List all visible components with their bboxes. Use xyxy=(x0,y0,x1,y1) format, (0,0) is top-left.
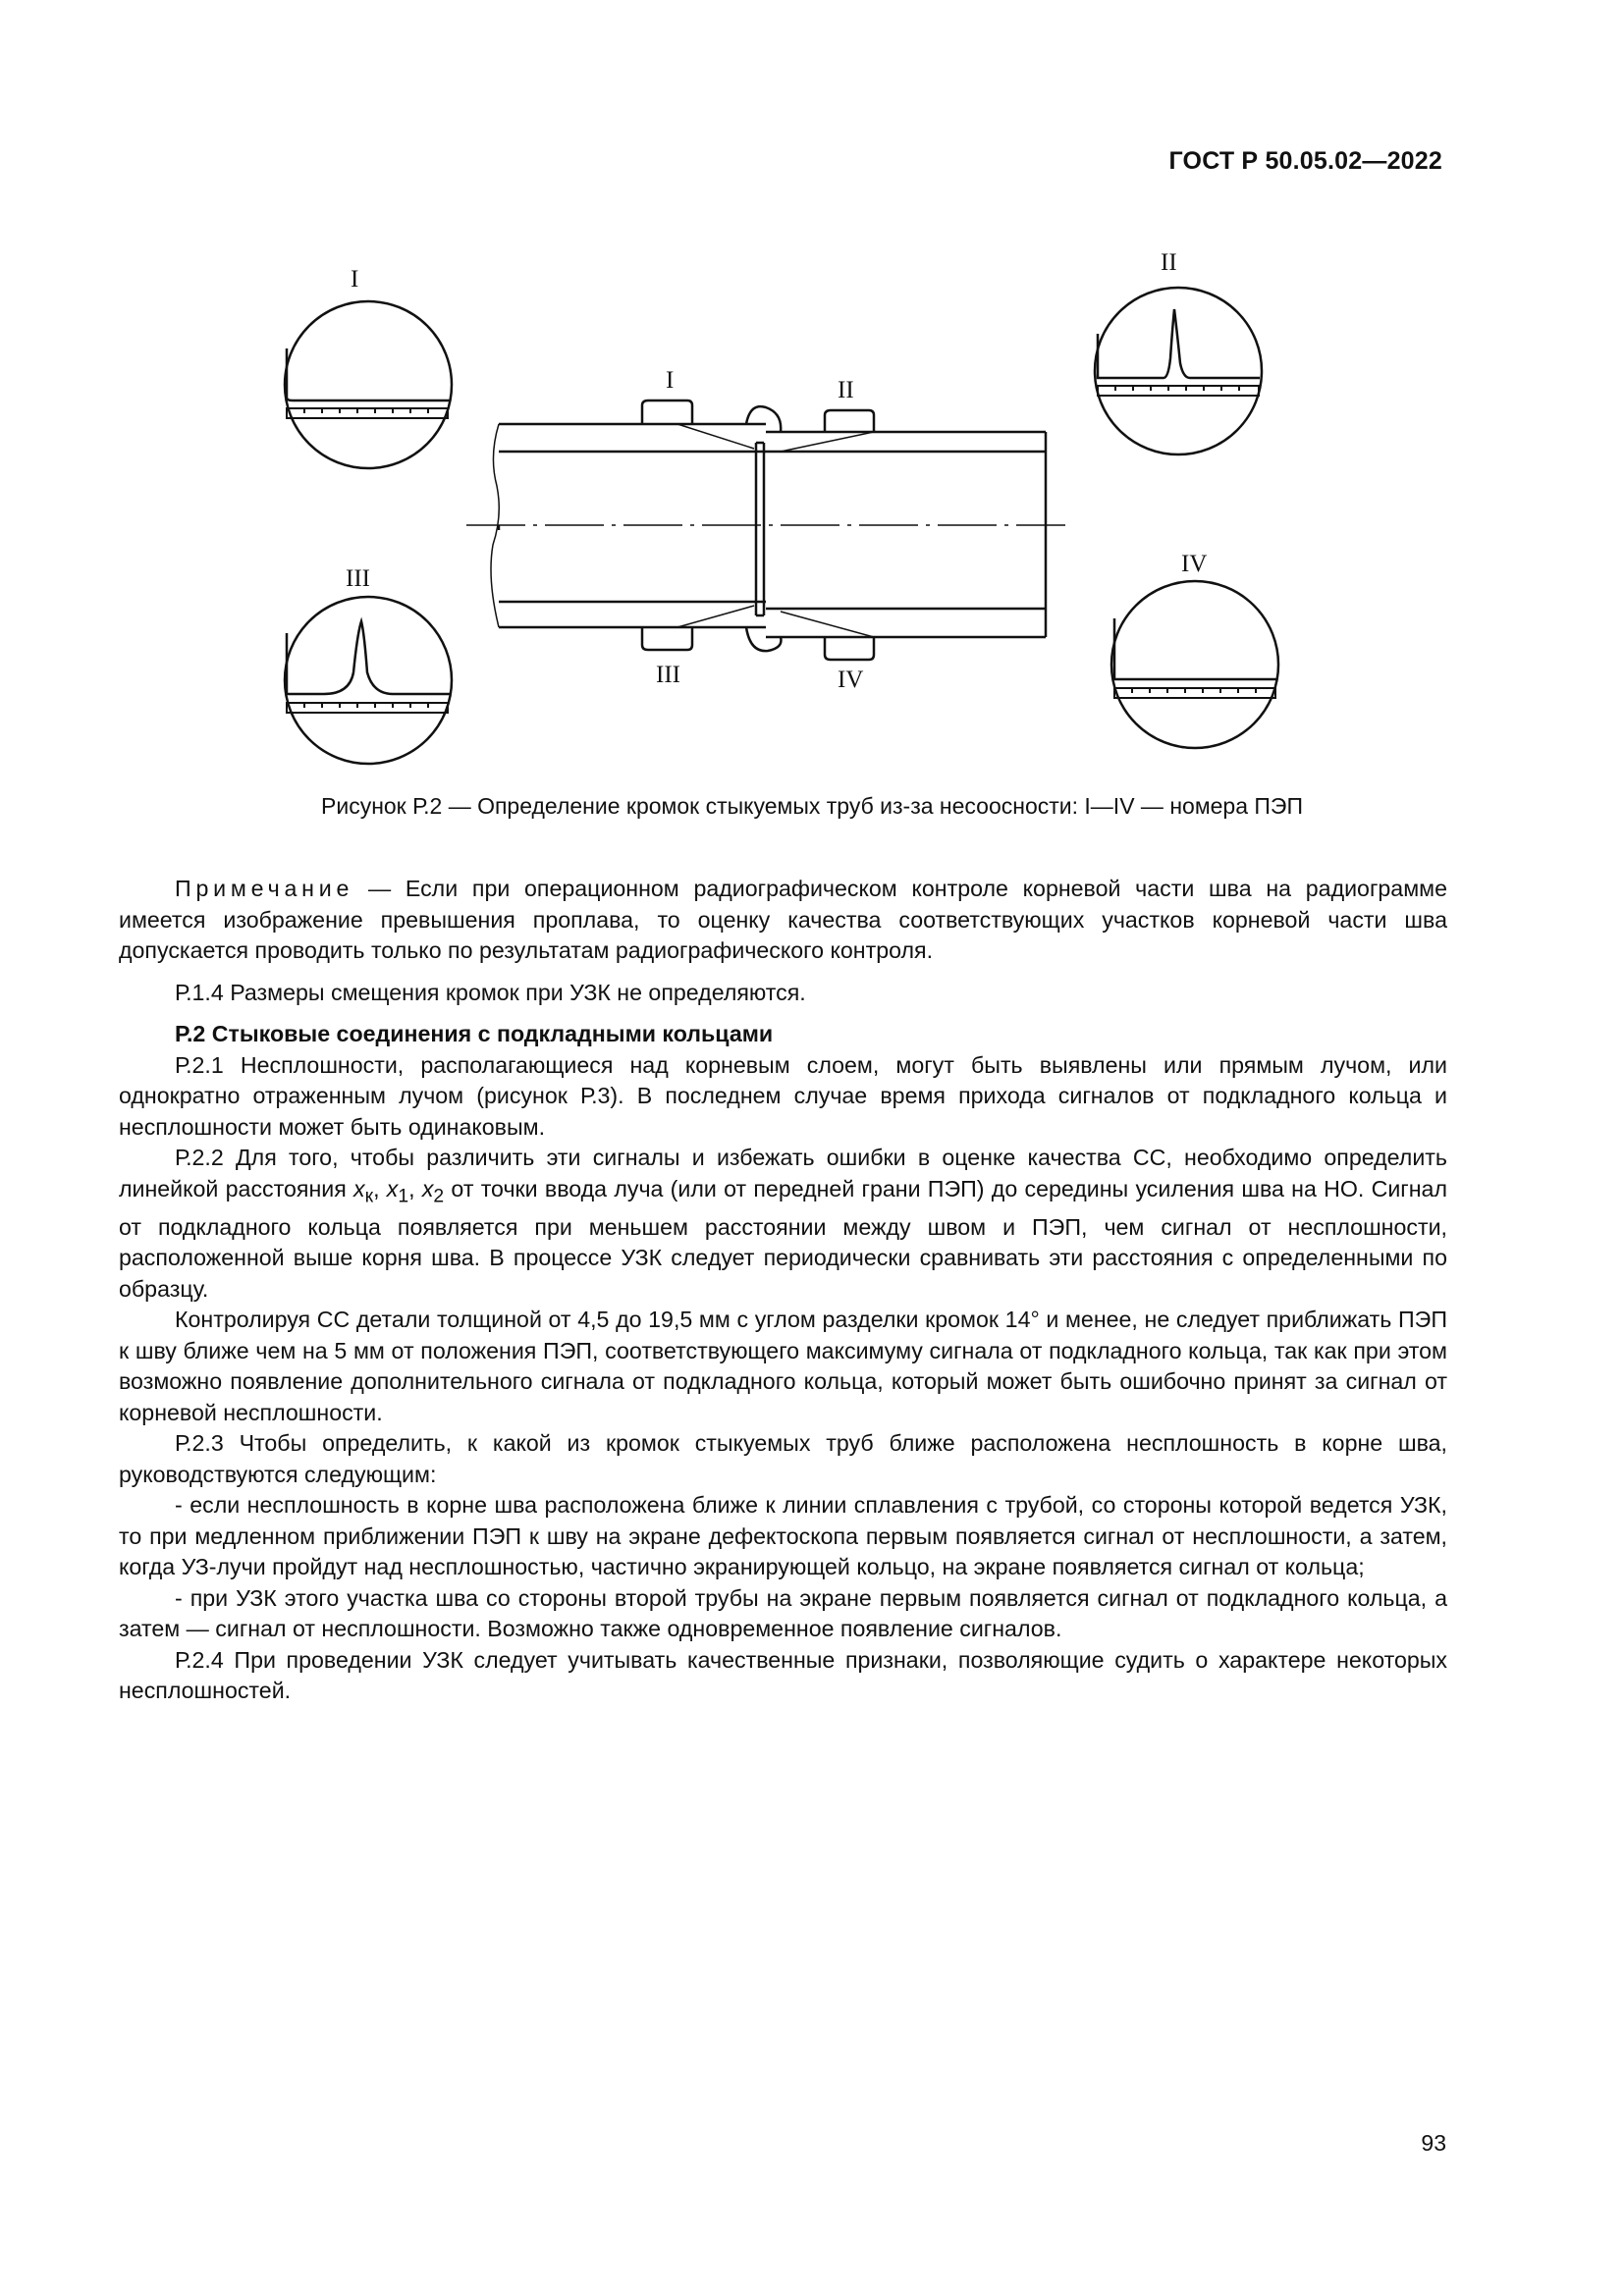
label-screen-ii: II xyxy=(1161,249,1177,276)
paragraph-p-2-4: Р.2.4 При проведении УЗК следует учитывать качественные признаки, позволяющие судить о характере некоторых несплошностей. xyxy=(119,1646,1447,1704)
scope-screen-i xyxy=(285,301,452,468)
label-screen-i: I xyxy=(351,266,359,293)
section-heading-p2 xyxy=(119,1019,1447,1050)
scope-screen-ii xyxy=(1095,288,1262,454)
pipe-misalignment-diagram xyxy=(245,240,1463,790)
paragraph-p-2-1: Р.2.1 Несплошности, располагающиеся над корневым слоем, могут быть выявлены или прямым лучом, или однократно отраженным лучом (рисунок Р.3). В последнем случае время прихода сигналов от подкладного кольца и несплошности может быть одинаковым. xyxy=(119,1051,1447,1140)
document-code: ГОСТ Р 50.05.02—2022 xyxy=(1168,147,1442,175)
var-x1: x xyxy=(386,1175,399,1201)
p-2-2-after: от точки ввода луча (или от передней грани ПЭП) до середины усиления шва на НО. Сигнал от подкладного кольца появляется при меньшем расстоянии между швом и ПЭП, чем сигнал от несплошности, расположенной выше корня шва. В процессе УЗК следует периодически сравнивать эти расстояния с определенными по образцу. xyxy=(119,1175,1447,1302)
section-number: Р.2 xyxy=(175,1021,206,1046)
label-probe-iii: III xyxy=(656,662,680,688)
sub-k: к xyxy=(364,1186,374,1207)
page-number: 93 xyxy=(1421,2130,1446,2156)
paragraph-p-2-2 xyxy=(119,1143,1447,1305)
label-probe-iv: IV xyxy=(838,667,864,693)
paragraph-p-2-3: Р.2.3 Чтобы определить, к какой из кромок стыкуемых труб ближе расположена несплошность в корне шва, руководствуются следующим: xyxy=(119,1430,1447,1487)
note-paragraph xyxy=(119,874,1447,967)
note-text: — Если при операционном радиографическом контроле корневой части шва на радиограмме имеется изображение превышения проплава, то оценку качества соответствующих участков корневой части шва допускается проводить только по результатам радиографического контроля. xyxy=(119,876,1447,963)
var-x2: x xyxy=(421,1175,434,1201)
paragraph-p-1-4: Р.1.4 Размеры смещения кромок при УЗК не определяются. xyxy=(175,979,806,1005)
var-xk: x xyxy=(353,1175,365,1201)
list-item: - при УЗК этого участка шва со стороны второй трубы на экране первым появляется сигнал от подкладного кольца, а затем — сигнал от несплошности. Возможно также одновременное появление сигналов. xyxy=(119,1584,1447,1642)
pipe-joint xyxy=(466,400,1065,660)
paragraph-control: Контролируя СС детали толщиной от 4,5 до 19,5 мм с углом разделки кромок 14° и менее, не следует приближать ПЭП к шву ближе чем на 5 мм от положения ПЭП, соответствующего максимуму сигнала от подкладного кольца, так как при этом возможно появление дополнительного сигнала от подкладного кольца, который может быть ошибочно принят за сигнал от корневой несплошности. xyxy=(119,1307,1447,1425)
label-screen-iii: III xyxy=(346,565,370,592)
list-item: - если несплошность в корне шва расположена ближе к линии сплавления с трубой, со стороны которой ведется УЗК, то при медленном приближении ПЭП к шву на экране дефектоскопа первым появляется сигнал от несплошности, а затем, когда УЗ-лучи пройдут над несплошностью, частично экранирующей кольцо, на экране появляется сигнал от кольца; xyxy=(119,1492,1447,1580)
sub-1: 1 xyxy=(398,1186,409,1207)
comma-2: , xyxy=(408,1175,422,1201)
sub-2: 2 xyxy=(433,1186,445,1207)
label-screen-iv: IV xyxy=(1181,551,1208,577)
scope-screen-iii xyxy=(285,597,452,764)
body-text xyxy=(119,874,1447,1707)
figure-p2 xyxy=(245,240,1463,790)
p-2-2-before: Р.2.2 Для того, чтобы различить эти сигналы и избежать ошибки в оценке качества СС, необходимо определить линейкой расстояния xyxy=(119,1145,1447,1201)
label-probe-i: I xyxy=(666,367,675,394)
comma-1: , xyxy=(373,1175,387,1201)
scope-screen-iv xyxy=(1111,581,1278,748)
figure-caption: Рисунок Р.2 — Определение кромок стыкуемых труб из-за несоосности: I—IV — номера ПЭП xyxy=(321,793,1303,819)
section-title: Стыковые соединения с подкладными кольцами xyxy=(211,1021,774,1046)
note-label: Примечание xyxy=(175,876,354,901)
label-probe-ii: II xyxy=(838,377,854,403)
